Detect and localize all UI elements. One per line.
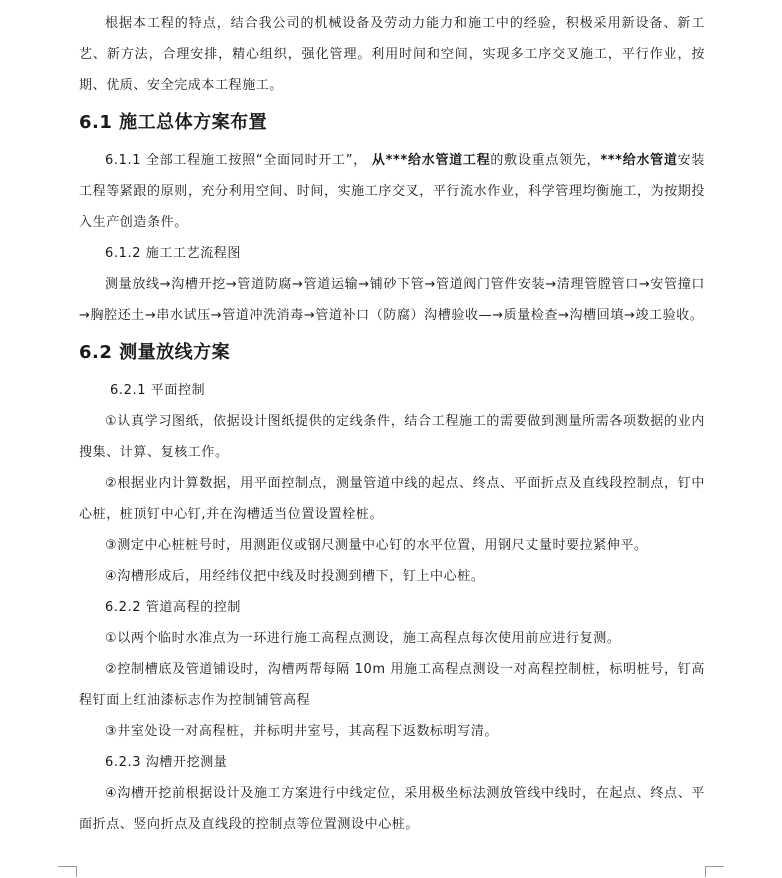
item-6-2-1-2: ②根据业内计算数据，用平面控制点，测量管道中线的起点、终点、平面折点及直线段控制点，钉中心桩，桩顶钉中心钉,并在沟槽适当位置设置栓桩。 <box>79 476 705 522</box>
item-6-2-2-3: ③井室处设一对高程桩，并标明井室号，其高程下返数标明写清。 <box>105 724 499 739</box>
intro-paragraph: 根据本工程的特点，结合我公司的机械设备及劳动力能力和施工中的经验，积极采用新设备、新工艺、新方法，合理安排，精心组织，强化管理。利用时间和空间，实现多工序交叉施工，平行作业，按期、优质、安全完成本工程施工。 <box>79 16 705 93</box>
paragraph-6-1-1 <box>79 145 705 238</box>
item-6-2-1-1: ①认真学习图纸，依据设计图纸提供的定线条件，结合工程施工的需要做到测量所需各项数据的业内搜集、计算、复核工作。 <box>79 414 705 460</box>
subheading-6-2-1: 6.2.1 平面控制 <box>110 383 206 398</box>
item-6-2-3-1: ④沟槽开挖前根据设计及施工方案进行中线定位，采用极坐标法测放管线中线时，在起点、终点、平面折点、竖向折点及直线段的控制点等位置测设中心桩。 <box>79 786 705 832</box>
item-6-2-1-3: ③测定中心桩桩号时，用测距仪或钢尺测量中心钉的水平位置，用钢尺丈量时要拉紧伸平。 <box>105 538 648 553</box>
p611-text-c: 安装工程等紧跟的原则，充分利用空间、时间，实施工序交叉，平行流水作业，科学管理均衡施工，为按期投入生产创造条件。 <box>79 153 705 230</box>
item-6-2-2-1: ①以两个临时水准点为一环进行施工高程点测设，施工高程点每次使用前应进行复测。 <box>105 631 621 646</box>
item-6-2-2-2: ②控制槽底及管道铺设时，沟槽两帮每隔 10m 用施工高程点测设一对高程控制桩，标明桩号，钉高程钉面上红油漆标志作为控制铺管高程 <box>79 662 705 708</box>
document-body <box>79 8 705 840</box>
item-6-2-1-4: ④沟槽形成后，用经纬仪把中线及时投测到槽下，钉上中心桩。 <box>105 569 485 584</box>
p611-bold-b: ***给水管道 <box>600 153 678 168</box>
section-6-1-heading: 6.1 施工总体方案布置 <box>79 112 268 133</box>
section-6-2-heading: 6.2 测量放线方案 <box>79 342 231 363</box>
p611-text-b: 的敷设重点领先， <box>490 153 601 168</box>
p611-bold-a: 从***给水管道工程 <box>371 153 491 168</box>
subheading-6-2-3: 6.2.3 沟槽开挖测量 <box>105 755 228 770</box>
subheading-6-1-2: 6.1.2 施工工艺流程图 <box>105 246 242 261</box>
subheading-6-2-2: 6.2.2 管道高程的控制 <box>105 600 242 615</box>
p611-text-a: 6.1.1 全部工程施工按照“全面同时开工”， <box>105 153 368 168</box>
process-flow-paragraph: 测量放线→沟槽开挖→管道防腐→管道运输→铺砂下管→管道阀门管件安装→清理管膛管口→安管撞口→胸腔还土→串水试压→管道冲洗消毒→管道补口（防腐）沟槽验收—→质量检查→沟槽回填→竣工验收。 <box>79 277 705 323</box>
page-corner-mark-left <box>58 866 77 877</box>
page-corner-mark-right <box>705 866 724 877</box>
